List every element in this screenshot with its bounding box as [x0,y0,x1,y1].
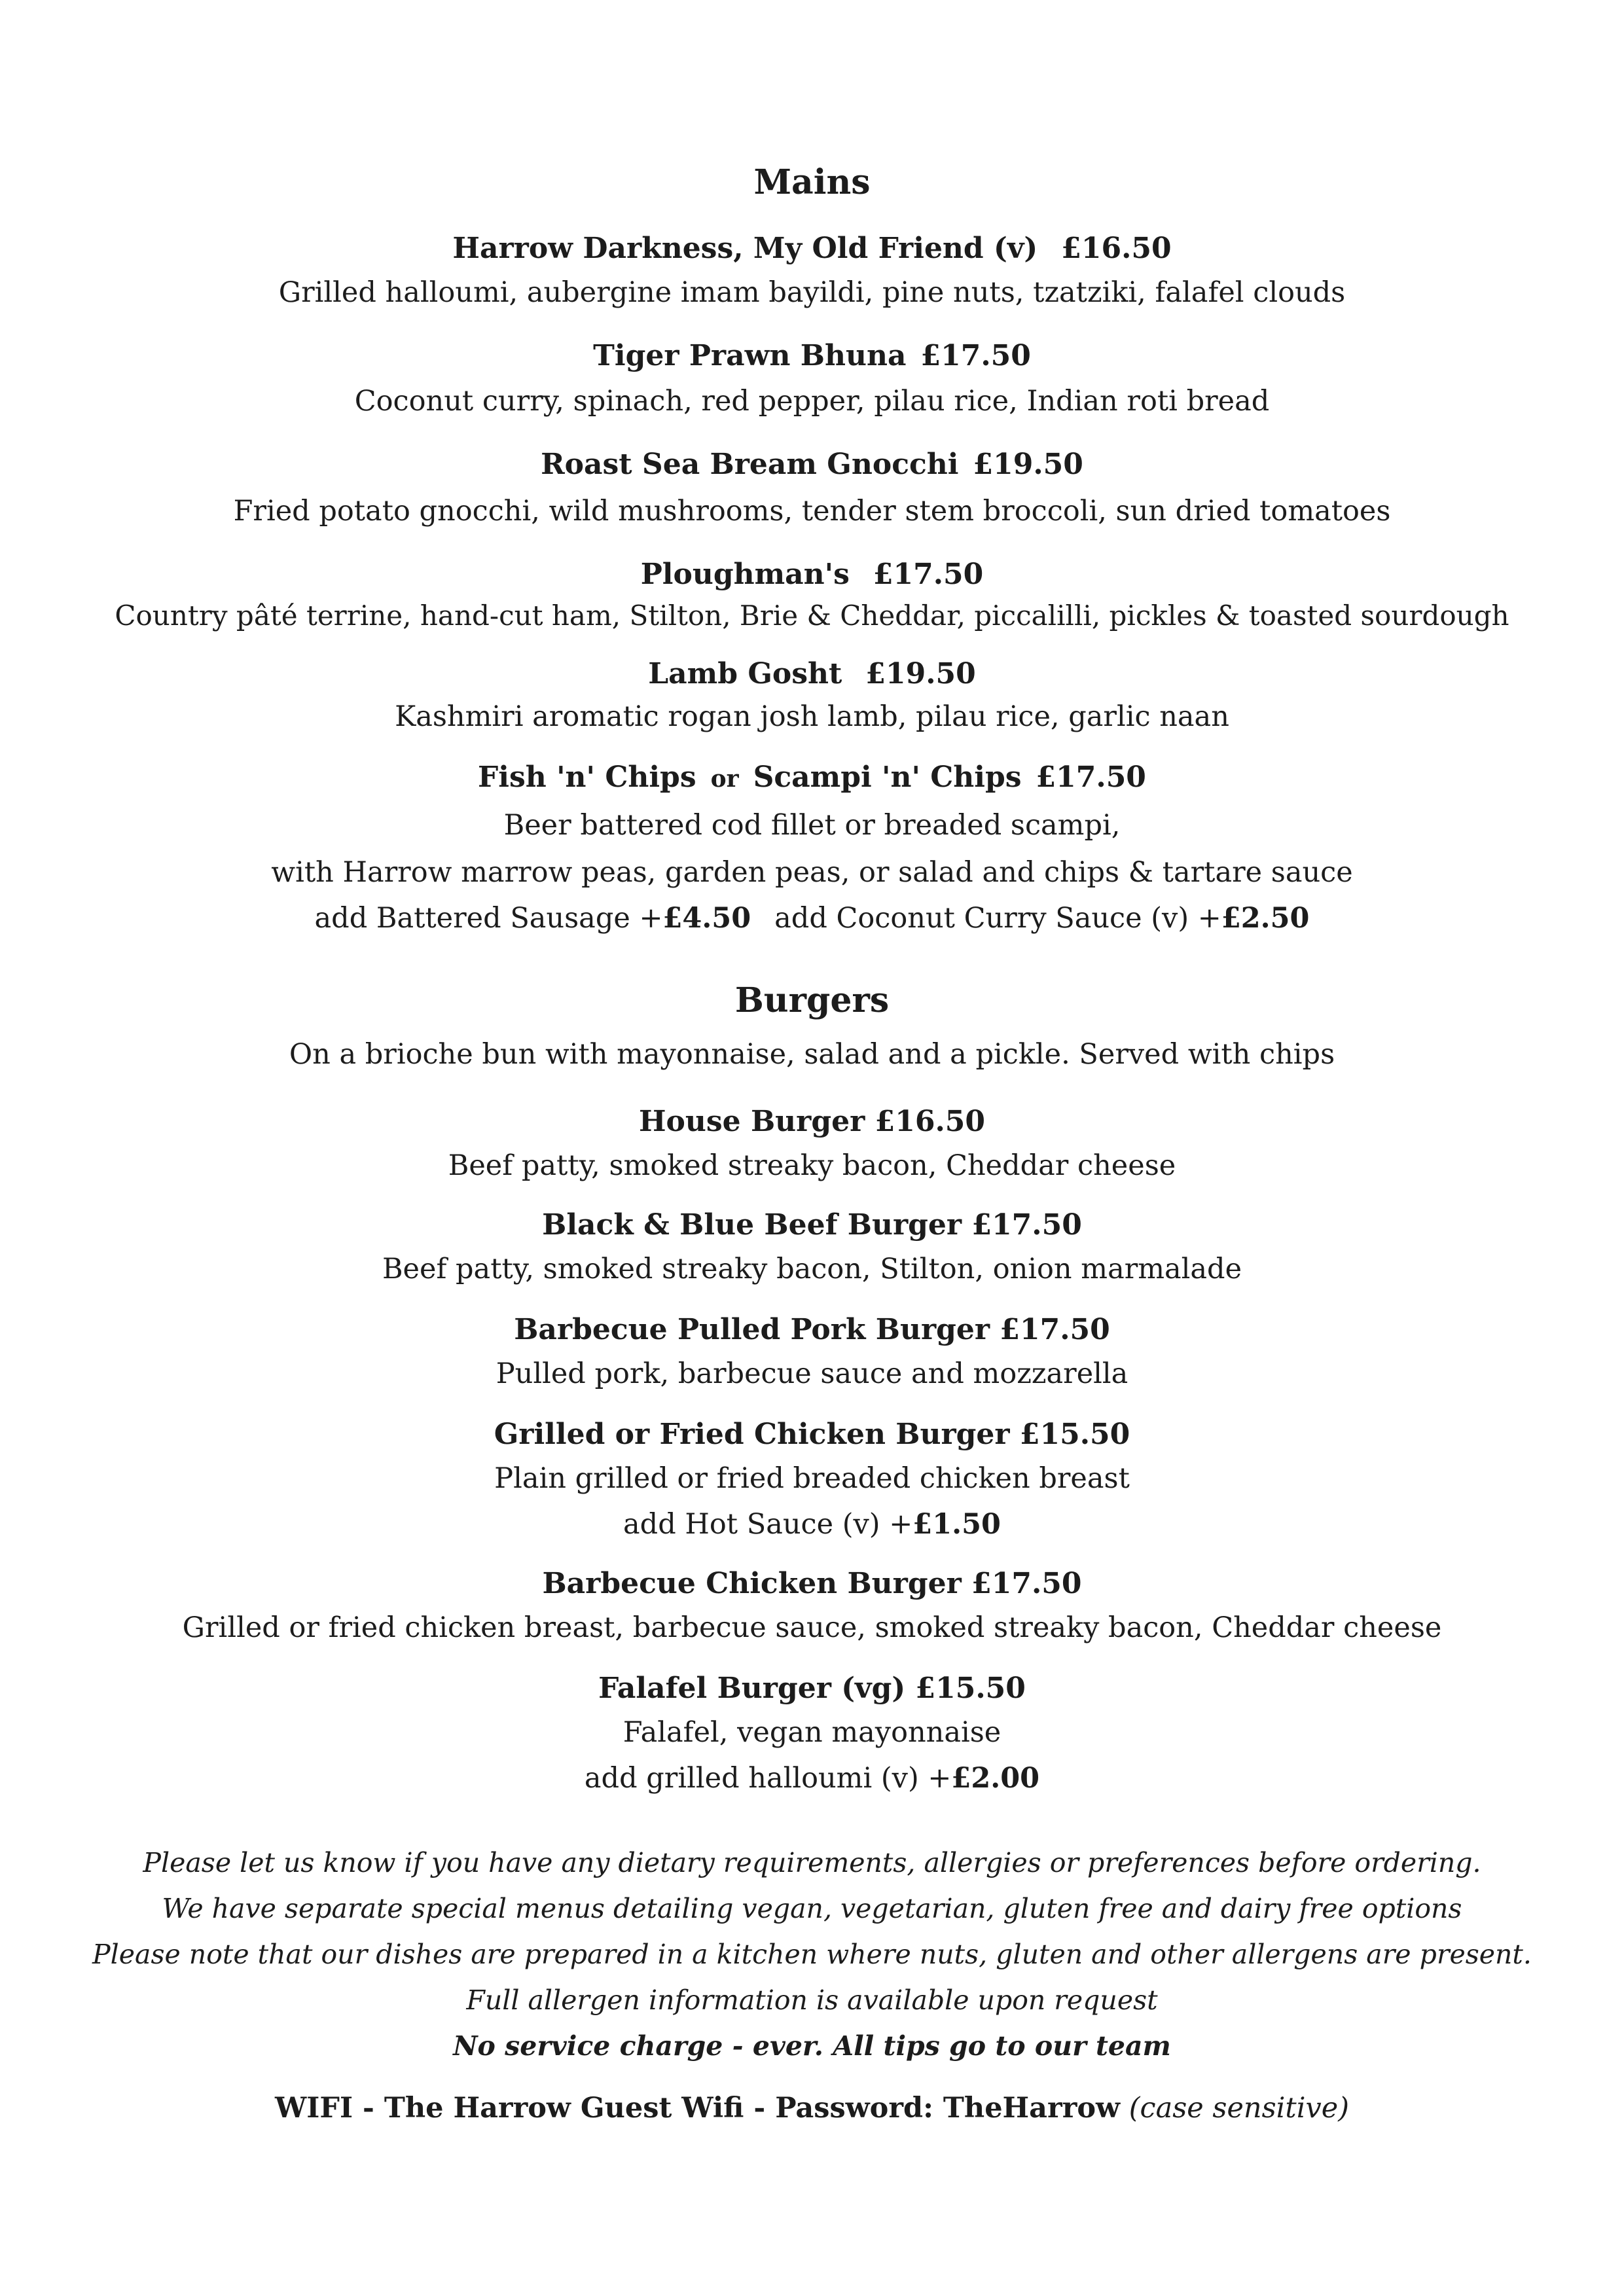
item-price: £19.50 [865,657,976,691]
menu-item-title [0,1313,1624,1346]
item-name: Lamb Gosht [648,657,842,691]
addon-text: add Battered Sausage + [314,902,663,935]
addon-text: add grilled halloumi (v) + [584,1762,952,1795]
item-name: Falafel Burger (vg) [598,1672,906,1705]
menu-item-description: Beef patty, smoked streaky bacon, Cheddar cheese [448,1149,1176,1182]
item-price: £15.50 [1019,1418,1130,1451]
item-price: £16.50 [875,1105,986,1138]
menu-item-description: Country pâté terrine, hand-cut ham, Stilton, Brie & Cheddar, piccalilli, pickles & toasted sourdough [115,600,1509,632]
menu-item-title [0,448,1624,481]
item-price: £17.50 [873,558,984,591]
menu-item-description: Fried potato gnocchi, wild mushrooms, tender stem broccoli, sun dried tomatoes [233,495,1391,528]
menu-item-description: Grilled halloumi, aubergine imam bayildi, pine nuts, tzatziki, falafel clouds [278,276,1346,309]
item-name: Fish 'n' Chips [478,761,696,794]
dietary-note: Please let us know if you have any dietary requirements, allergies or preferences before ordering. [143,1847,1481,1878]
menu-item-title [0,1418,1624,1451]
menu-item-title [0,1567,1624,1600]
menu-item-description: Coconut curry, spinach, red pepper, pilau rice, Indian roti bread [354,385,1270,418]
addon-price: £4.50 [662,902,751,935]
addon-price: £1.50 [912,1508,1001,1541]
menu-item-description: Kashmiri aromatic rogan josh lamb, pilau rice, garlic naan [395,700,1229,733]
menu-item-description: Falafel, vegan mayonnaise [623,1716,1001,1749]
item-name: Harrow Darkness, My Old Friend (v) [452,232,1038,265]
item-name: Roast Sea Bream Gnocchi [541,448,959,481]
menu-item-title [0,761,1624,794]
item-price: £17.50 [1036,761,1146,794]
item-price: £17.50 [920,339,1031,372]
addon-text: add Coconut Curry Sauce (v) + [774,902,1221,935]
menu-item-description: Plain grilled or fried breaded chicken breast [494,1462,1130,1495]
menu-item-addons [0,1762,1624,1795]
menu-item-title [0,232,1624,265]
menu-item-description: Grilled or fried chicken breast, barbecue sauce, smoked streaky bacon, Cheddar cheese [182,1611,1442,1644]
item-name: Scampi 'n' Chips [753,761,1022,794]
addon-text: add Hot Sauce (v) + [623,1508,913,1541]
menu-item-description: Beef patty, smoked streaky bacon, Stilton, onion marmalade [382,1253,1242,1285]
item-name: Grilled or Fried Chicken Burger [494,1418,1010,1451]
menu-item-description: Pulled pork, barbecue sauce and mozzarella [496,1357,1128,1390]
mains-heading: Mains [753,162,871,202]
item-price: £19.50 [973,448,1083,481]
wifi-case-note: (case sensitive) [1128,2092,1349,2125]
wifi-info [0,2092,1624,2125]
addon-price: £2.00 [951,1762,1040,1795]
item-name: Barbecue Pulled Pork Burger [514,1313,990,1346]
item-name: Tiger Prawn Bhuna [593,339,907,372]
item-price: £17.50 [971,1208,1082,1242]
menu-item-addons [0,902,1624,935]
burgers-heading: Burgers [734,980,890,1020]
allergen-note: Please note that our dishes are prepared in a kitchen where nuts, gluten and other allergens are present. [92,1939,1532,1970]
item-name: House Burger [638,1105,865,1138]
menu-item-title [0,657,1624,691]
item-price: £16.50 [1061,232,1172,265]
item-price: £15.50 [915,1672,1026,1705]
service-charge-note: No service charge - ever. All tips go to our team [453,2030,1171,2062]
menu-item-title [0,1208,1624,1242]
menu-item-title [0,1105,1624,1138]
burgers-subtitle: On a brioche bun with mayonnaise, salad and a pickle. Served with chips [289,1038,1335,1071]
wifi-credentials: WIFI - The Harrow Guest Wifi - Password: TheHarrow [275,2092,1121,2125]
item-price: £17.50 [1000,1313,1110,1346]
dietary-note: We have separate special menus detailing vegan, vegetarian, gluten free and dairy free options [162,1893,1462,1924]
menu-item-title [0,558,1624,591]
item-name: Barbecue Chicken Burger [542,1567,962,1600]
menu-item-addons [0,1508,1624,1541]
item-name: Ploughman's [640,558,850,591]
item-name: Black & Blue Beef Burger [542,1208,962,1242]
menu-item-title [0,1672,1624,1705]
allergen-note: Full allergen information is available upon request [466,1984,1158,2016]
item-name-connector: or [710,765,739,793]
menu-item-description: Beer battered cod fillet or breaded scampi, [503,809,1121,842]
item-price: £17.50 [971,1567,1082,1600]
menu-item-title [0,339,1624,372]
menu-item-description: with Harrow marrow peas, garden peas, or salad and chips & tartare sauce [271,856,1353,889]
addon-price: £2.50 [1221,902,1310,935]
